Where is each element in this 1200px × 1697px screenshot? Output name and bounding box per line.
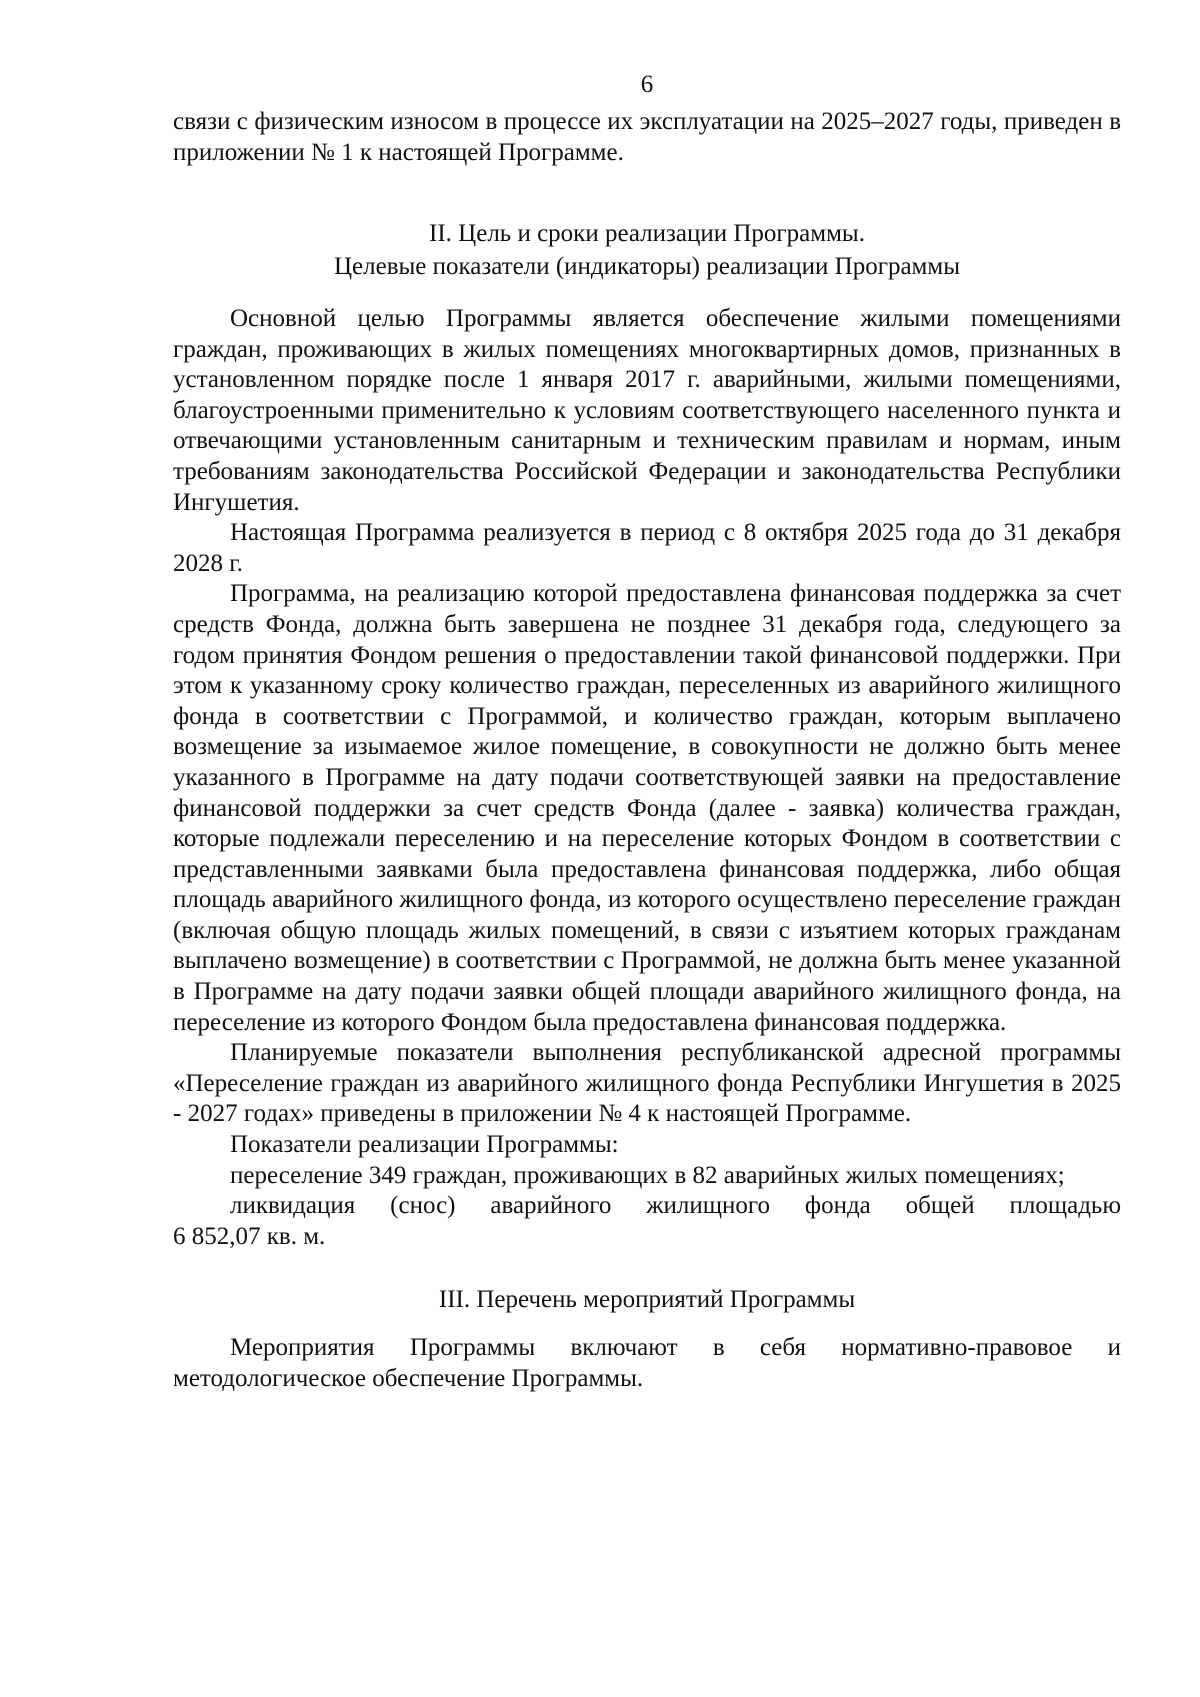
- paragraph-goal: Основной целью Программы является обеспечение жилыми помещениями граждан, проживающих в жилых помещениях многоквартирных домов, признанных в установленном порядке после 1 января 2017 г. аварийными, жилыми помещениями, благоустроенными применительно к условиям соответствующего населенного пункта и отвечающими установленным санитарным и техническим правилам и нормам, иным требованиям законодательства Российской Федерации и законодательства Республики Ингушетия.: [173, 305, 1121, 516]
- intro-paragraph: связи с физическим износом в процессе их эксплуатации на 2025–2027 годы, приведен в приложении № 1 к настоящей Программе.: [173, 108, 1121, 166]
- paragraph-period: Настоящая Программа реализуется в период с 8 октября 2025 года до 31 декабря 2028 г.: [173, 519, 1121, 577]
- section-2-title-line-1: II. Цель и сроки реализации Программы.: [429, 220, 865, 247]
- indicator-demolition-line-2: 6 852,07 кв. м.: [173, 1222, 326, 1250]
- section-2-body: [173, 304, 1121, 1252]
- intro-block: [173, 107, 1121, 168]
- paragraph-funding: Программа, на реализацию которой предоставлена финансовая поддержка за счет средств Фонда, должна быть завершена не позднее 31 декабря года, следующего за годом принятия Фондом решения о предоставлении такой финансовой поддержки. При этом к указанному сроку количество граждан, переселенных из аварийного жилищного фонда в соответствии с Программой, и количество граждан, которым выплачено возмещение за изымаемое жилое помещение, в совокупности не должно быть менее указанного в Программе на дату подачи соответствующей заявки на предоставление финансовой поддержки за счет средств Фонда (далее - заявка) количества граждан, которые подлежали переселению и на переселение которых Фондом в соответствии с представленными заявками была предоставлена финансовая поддержка, либо общая площадь аварийного жилищного фонда, из которого осуществлено переселение граждан (включая общую площадь жилых помещений, в связи с изъятием которых гражданам выплачено возмещение) в соответствии с Программой, не должна быть менее указанной в Программе на дату подачи заявки общей площади аварийного жилищного фонда, на переселение из которого Фондом была предоставлена финансовая поддержка.: [173, 580, 1121, 1036]
- section-2-title-line-2: Целевые показатели (индикаторы) реализации Программы: [333, 253, 960, 280]
- section-3-body: [173, 1333, 1121, 1394]
- section-3-title: III. Перечень мероприятий Программы: [438, 1286, 856, 1313]
- indicators-label: Показатели реализации Программы:: [230, 1131, 619, 1159]
- paragraph-measures: Мероприятия Программы включают в себя нормативно-правовое и методологическое обеспечение Программы.: [173, 1334, 1121, 1392]
- section-3-heading: [173, 1283, 1121, 1316]
- section-2-heading: [173, 217, 1121, 283]
- indicator-demolition-line-1: ликвидация (снос) аварийного жилищного фонда общей площадью: [230, 1192, 1121, 1220]
- paragraph-planned-indicators: Планируемые показатели выполнения республиканской адресной программы «Переселение граждан из аварийного жилищного фонда Республики Ингушетия в 2025 - 2027 годах» приведены в приложении № 4 к настоящей Программе.: [173, 1039, 1121, 1128]
- page-number: 6: [640, 71, 654, 98]
- indicator-resettlement: переселение 349 граждан, проживающих в 82 аварийных жилых помещениях;: [230, 1161, 1065, 1189]
